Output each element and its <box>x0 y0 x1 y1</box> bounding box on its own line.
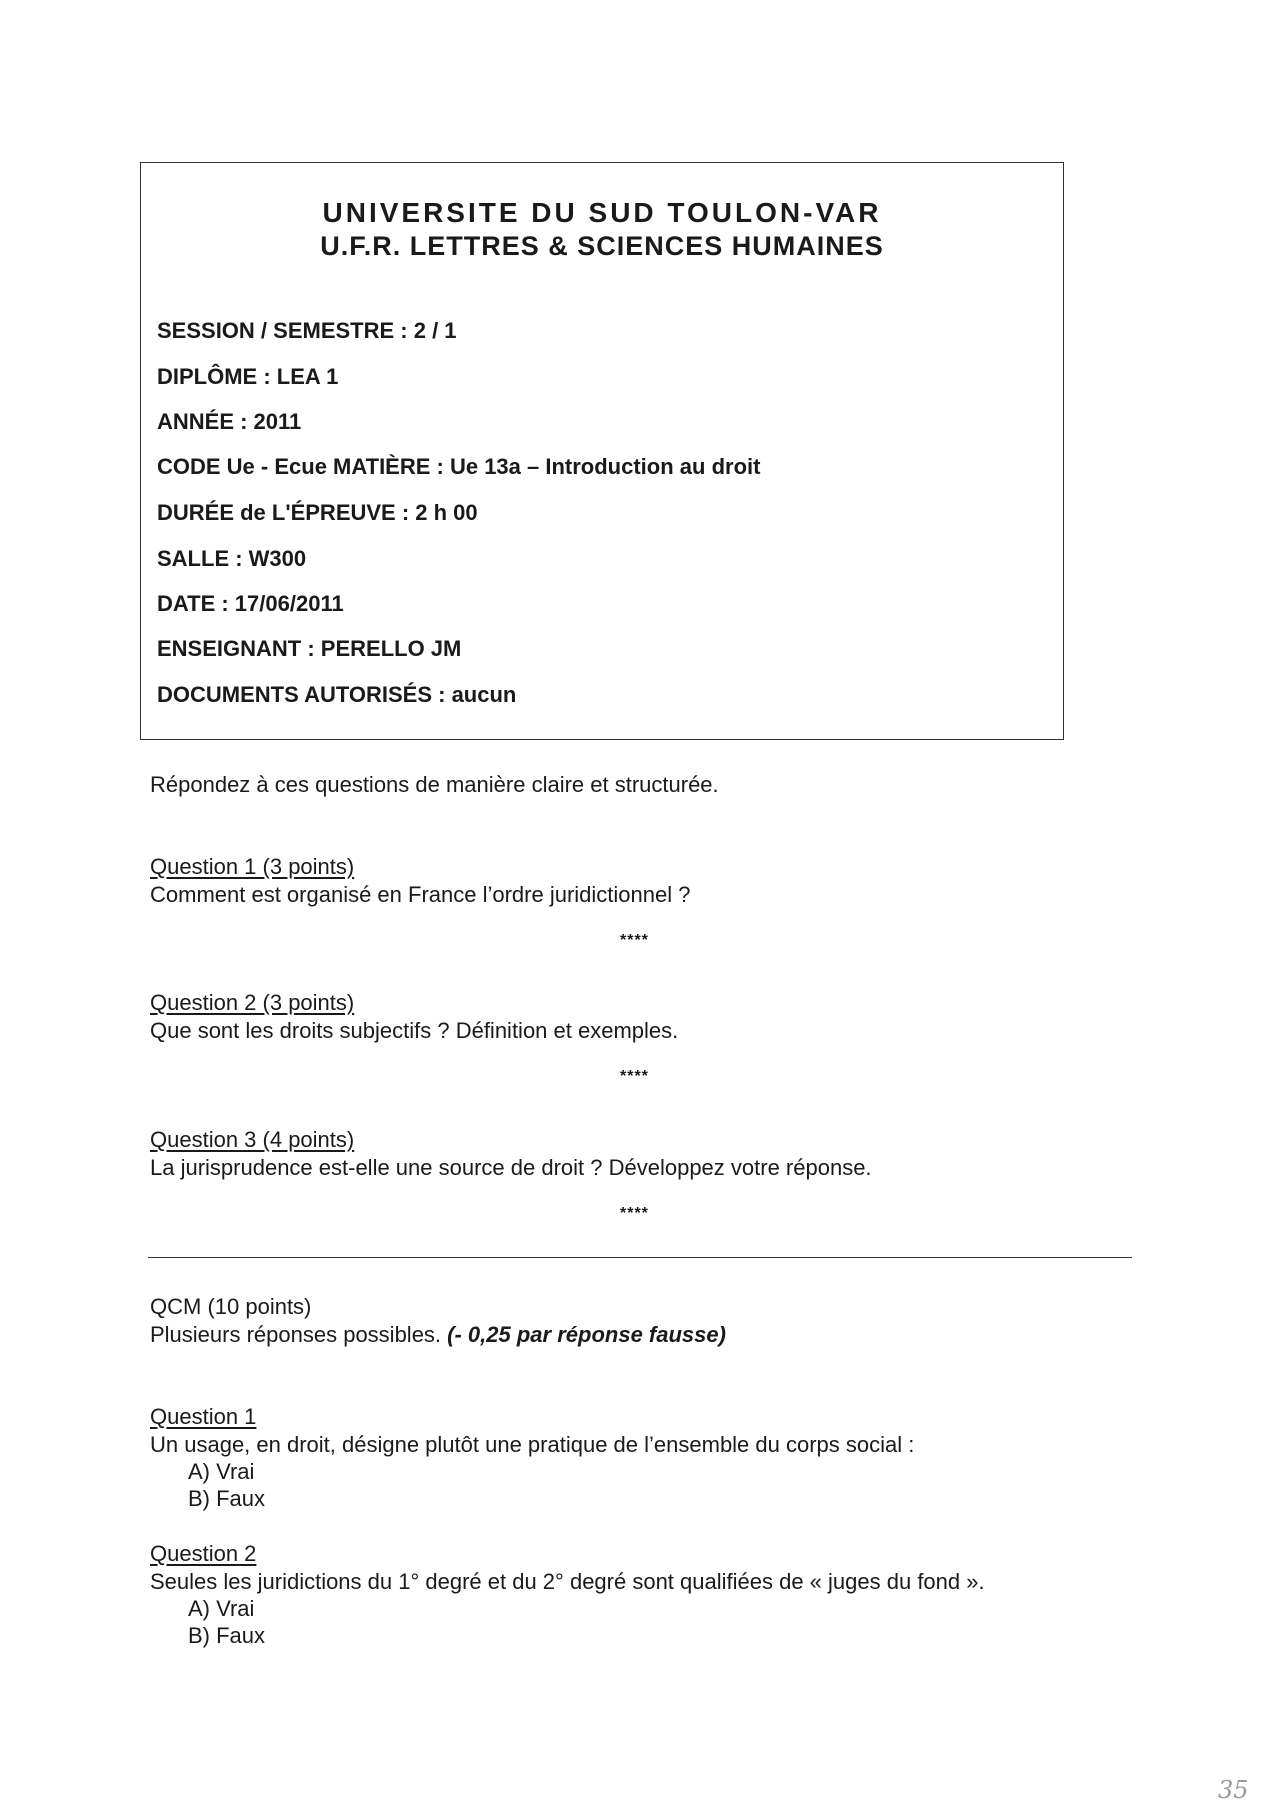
qcm-question-2-text: Seules les juridictions du 1° degré et du 2° degré sont qualifiées de « juges du fond ». <box>150 1569 985 1594</box>
session-line: SESSION / SEMESTRE : 2 / 1 <box>157 318 457 343</box>
diploma-line: DIPLÔME : LEA 1 <box>157 364 339 389</box>
ufr-title: U.F.R. LETTRES & SCIENCES HUMAINES <box>320 231 884 261</box>
section-divider <box>148 1257 1132 1258</box>
instructions: Répondez à ces questions de manière claire et structurée. <box>150 772 719 797</box>
question-2-text: Que sont les droits subjectifs ? Définition et exemples. <box>150 1018 679 1043</box>
qcm-question-1-title: Question 1 <box>150 1404 257 1429</box>
separator-1: **** <box>620 932 649 949</box>
qcm-penalty: (- 0,25 par réponse fausse) <box>447 1322 726 1347</box>
qcm-question-2-option-a: A) Vrai <box>188 1596 255 1621</box>
separator-2: **** <box>620 1068 649 1085</box>
exam-header-box <box>140 162 1064 740</box>
question-3-text: La jurisprudence est-elle une source de droit ? Développez votre réponse. <box>150 1155 872 1180</box>
qcm-title: QCM (10 points) <box>150 1294 312 1319</box>
qcm-question-1-option-b: B) Faux <box>188 1486 266 1511</box>
code-line: CODE Ue - Ecue MATIÈRE : Ue 13a – Introduction au droit <box>157 454 761 479</box>
qcm-question-2-option-b: B) Faux <box>188 1623 266 1648</box>
duration-line: DURÉE de L'ÉPREUVE : 2 h 00 <box>157 500 478 525</box>
room-line: SALLE : W300 <box>157 546 307 571</box>
page-number: 35 <box>1218 1776 1249 1804</box>
qcm-question-1-text: Un usage, en droit, désigne plutôt une pratique de l’ensemble du corps social : <box>150 1432 915 1457</box>
qcm-instructions <box>150 1322 726 1348</box>
qcm-question-1-option-a: A) Vrai <box>188 1459 255 1484</box>
question-2-title: Question 2 (3 points) <box>150 990 355 1015</box>
university-title: UNIVERSITE DU SUD TOULON-VAR <box>322 197 882 228</box>
documents-line: DOCUMENTS AUTORISÉS : aucun <box>157 682 517 707</box>
question-3-title: Question 3 (4 points) <box>150 1127 355 1152</box>
date-line: DATE : 17/06/2011 <box>157 591 344 616</box>
question-1-title: Question 1 (3 points) <box>150 854 355 879</box>
teacher-line: ENSEIGNANT : PERELLO JM <box>157 636 462 661</box>
separator-3: **** <box>620 1205 649 1222</box>
qcm-question-2-title: Question 2 <box>150 1541 257 1566</box>
year-line: ANNÉE : 2011 <box>157 409 302 434</box>
question-1-text: Comment est organisé en France l’ordre juridictionnel ? <box>150 882 691 907</box>
qcm-subtitle: Plusieurs réponses possibles. <box>150 1322 442 1347</box>
